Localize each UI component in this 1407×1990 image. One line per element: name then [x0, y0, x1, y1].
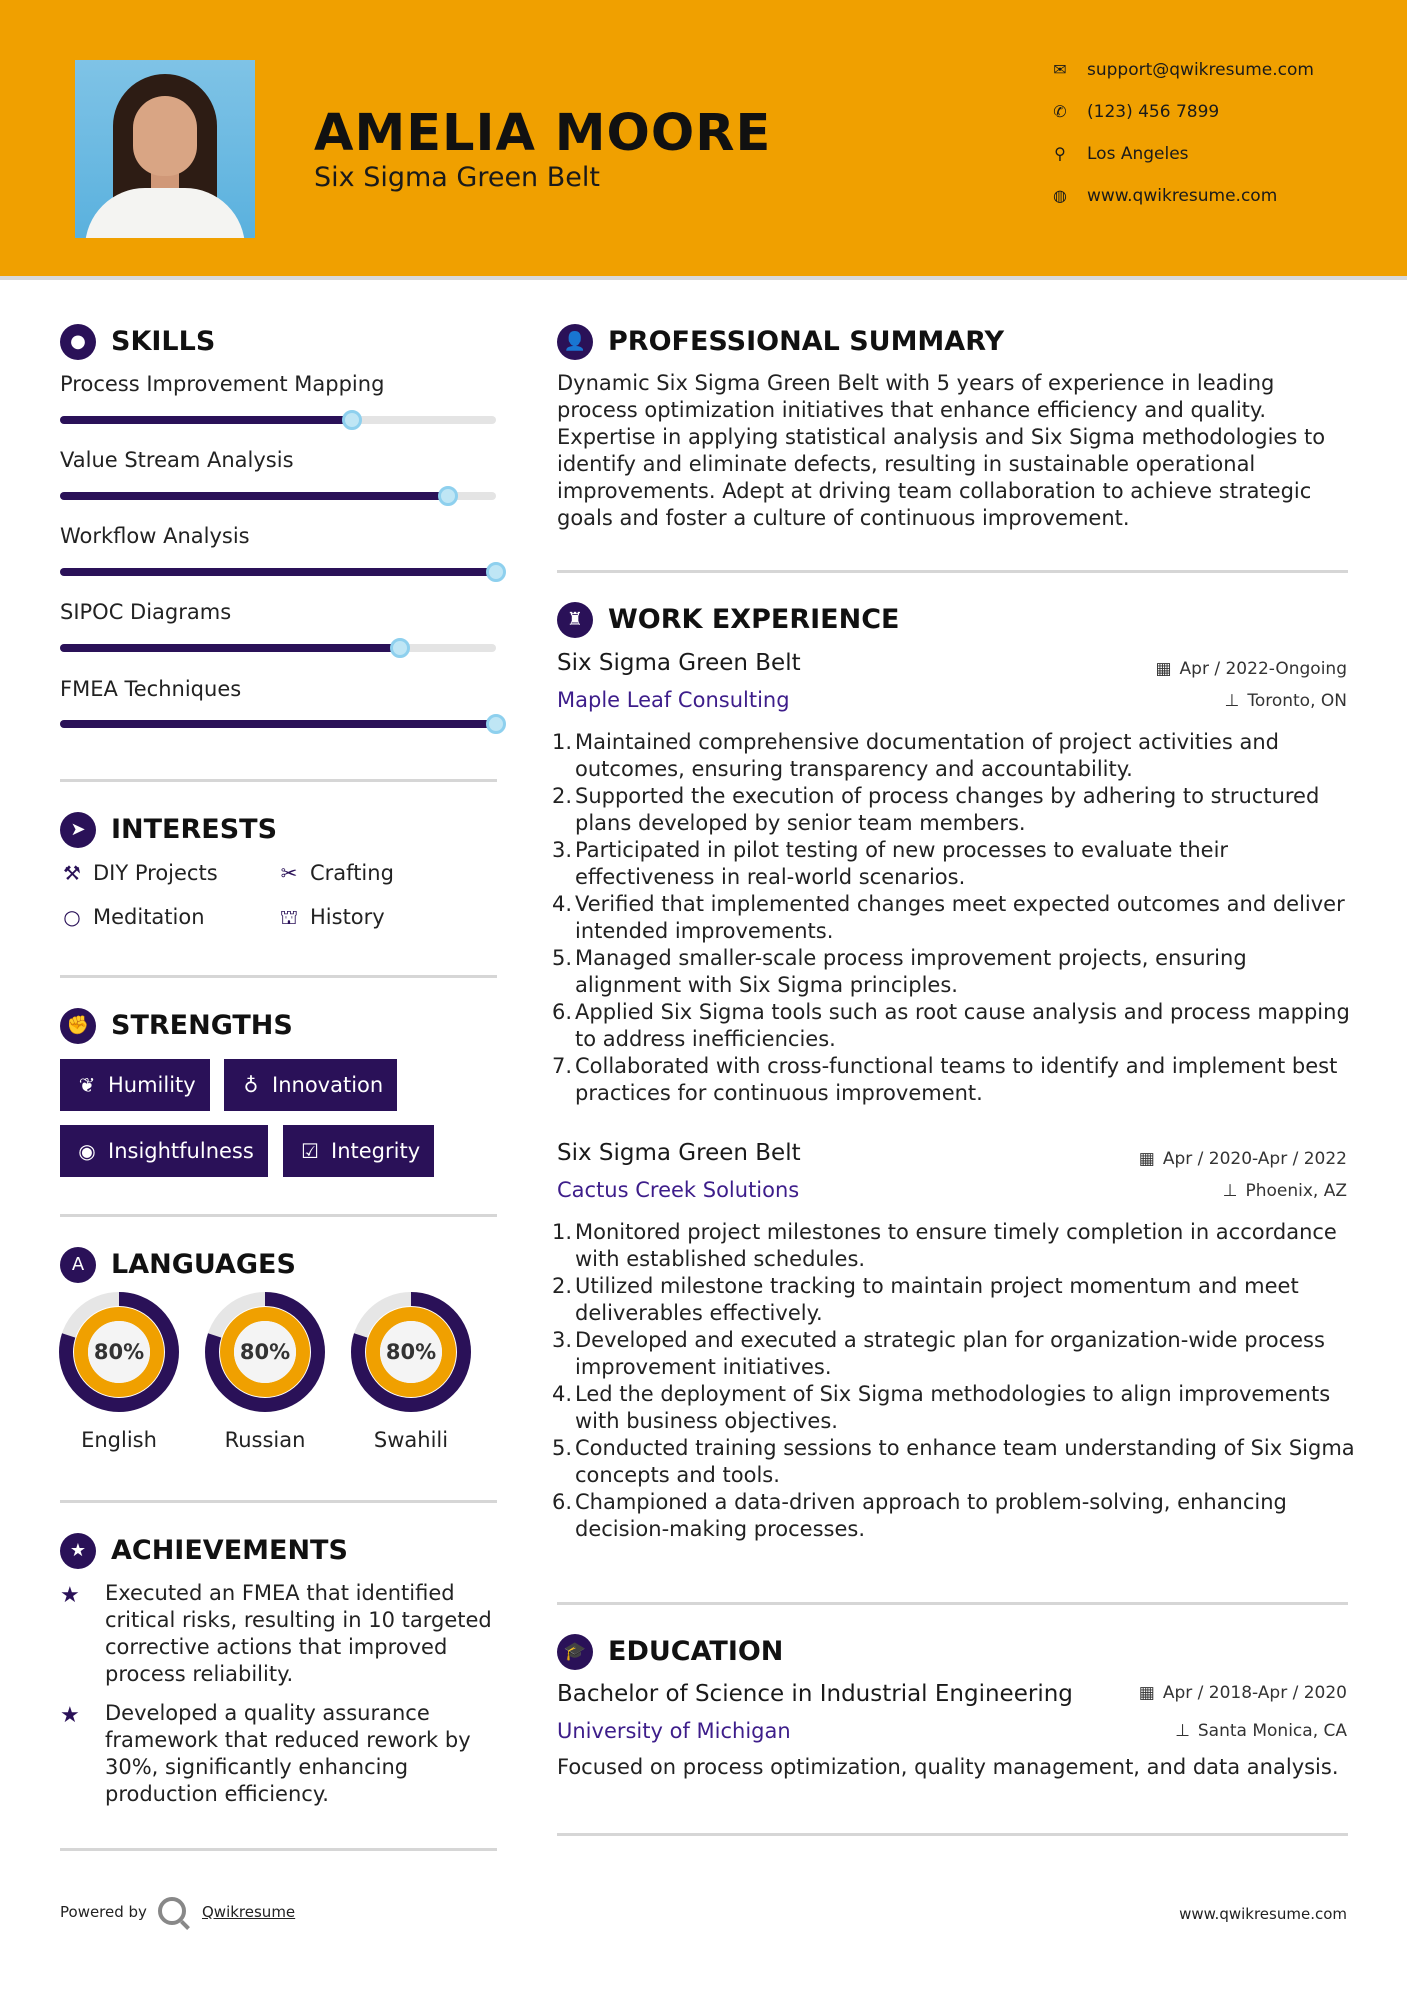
interest-label: Meditation — [93, 905, 205, 929]
interests-heading: INTERESTS — [111, 814, 278, 845]
section-divider — [557, 570, 1348, 573]
pin-icon: ⊥ — [1175, 1721, 1190, 1741]
summary-text: Dynamic Six Sigma Green Belt with 5 years of experience in leading process optimization initiatives that enhance efficiency and quality. Expertise in applying statistical analysis and Six Sigma methodologies to identify and eliminate defects, resulting in sustainable operational improvements. Adept at driving team collaboration to achieve strategic goals and foster a culture of continuous improvement. — [557, 371, 1326, 530]
education-location — [1175, 1721, 1347, 1741]
language-ring — [349, 1290, 473, 1414]
strength-badge — [60, 1125, 268, 1177]
achievement-text: Developed a quality assurance framework that reduced rework by 30%, significantly enhancing production efficiency. — [105, 1701, 471, 1806]
phone-icon: ✆ — [1053, 102, 1067, 121]
job-dates-text: Apr / 2022-Ongoing — [1179, 659, 1347, 679]
education-school: University of Michigan — [557, 1719, 791, 1743]
job-location — [1223, 1181, 1347, 1201]
leaf-icon: ❦ — [78, 1073, 96, 1097]
calendar-icon: ▦ — [1155, 659, 1172, 679]
contact-website-text: www.qwikresume.com — [1087, 186, 1278, 206]
lightbulb-icon: ● — [60, 324, 96, 360]
language-ring — [57, 1290, 181, 1414]
footer-website-link[interactable]: www.qwikresume.com — [1179, 1905, 1347, 1923]
job-bullet: 3. Participated in pilot testing of new processes to evaluate their effectiveness in real-world scenarios. — [552, 838, 1229, 889]
section-divider — [557, 1833, 1348, 1836]
skill-label: Workflow Analysis — [60, 524, 250, 548]
job-title: Six Sigma Green Belt — [557, 1140, 801, 1166]
lightbulb-icon: ♁ — [243, 1073, 259, 1097]
section-divider — [60, 1848, 497, 1851]
section-divider — [60, 1214, 497, 1217]
skill-bar-fill — [60, 644, 400, 652]
contact-phone-text: (123) 456 7899 — [1087, 102, 1220, 122]
map-pin-icon: ⚲ — [1054, 144, 1066, 163]
skill-bar — [60, 416, 496, 424]
job-bullet: 2. Utilized milestone tracking to maintain project momentum and meet deliverables effectively. — [552, 1274, 1299, 1325]
star-icon: ★ — [60, 1583, 80, 1608]
interest-label: Crafting — [310, 861, 394, 885]
qwikresume-logo-icon — [158, 1897, 186, 1925]
education-description: Focused on process optimization, quality management, and data analysis. — [557, 1755, 1339, 1779]
job-bullets — [552, 1219, 1357, 1543]
skill-label: FMEA Techniques — [60, 677, 242, 701]
skill-bar-knob — [486, 714, 506, 734]
job-bullet: 3. Developed and executed a strategic plan for organization-wide process improvement initiatives. — [552, 1328, 1325, 1379]
interest-label: DIY Projects — [93, 861, 218, 885]
office-chair-icon: ♜ — [557, 602, 593, 638]
job-location-text: Toronto, ON — [1247, 691, 1347, 711]
achievement-item — [60, 1700, 500, 1810]
education-location-text: Santa Monica, CA — [1197, 1721, 1347, 1741]
education-degree: Bachelor of Science in Industrial Engineering — [557, 1681, 1073, 1707]
contact-location-text: Los Angeles — [1087, 144, 1189, 164]
skill-bar-fill — [60, 492, 448, 500]
star-badge-icon: ★ — [60, 1533, 96, 1569]
skill-bar-knob — [438, 486, 458, 506]
experience-heading: WORK EXPERIENCE — [608, 604, 900, 635]
strength-badge — [283, 1125, 434, 1177]
strength-badge — [224, 1059, 397, 1111]
language-icon: A — [60, 1247, 96, 1283]
language-name: Russian — [224, 1428, 306, 1452]
strength-badge — [60, 1059, 210, 1111]
skills-heading: SKILLS — [111, 326, 216, 357]
job-bullet: 5. Conducted training sessions to enhance team understanding of Six Sigma concepts and tools. — [552, 1436, 1355, 1487]
section-divider — [557, 1602, 1348, 1605]
circle-icon: ○ — [63, 905, 81, 929]
skill-bar-fill — [60, 416, 352, 424]
language-name: Swahili — [373, 1428, 449, 1452]
language-percent: 80% — [93, 1340, 145, 1364]
job-bullet: 5. Managed smaller-scale process improvement projects, ensuring alignment with Six Sigma principles. — [552, 946, 1247, 997]
education-dates-text: Apr / 2018-Apr / 2020 — [1162, 1683, 1347, 1703]
calendar-icon: ▦ — [1138, 1149, 1155, 1169]
job-bullets — [552, 729, 1357, 1107]
contact-email-text: support@qwikresume.com — [1087, 60, 1314, 80]
job-bullet: 6. Applied Six Sigma tools such as root cause analysis and process mapping to address inefficiencies. — [552, 1000, 1350, 1051]
graduate-icon: 🎓 — [557, 1634, 593, 1670]
candidate-name: AMELIA MOORE — [314, 104, 772, 163]
job-bullet: 7. Collaborated with cross-functional teams to identify and implement best practices for continuous improvement. — [552, 1054, 1338, 1105]
strengths-heading: STRENGTHS — [111, 1010, 293, 1041]
section-divider — [60, 975, 497, 978]
job-company: Maple Leaf Consulting — [557, 688, 790, 712]
strength-label: Insightfulness — [108, 1139, 254, 1163]
section-divider — [60, 1500, 497, 1503]
strength-label: Humility — [108, 1073, 196, 1097]
paper-plane-icon: ➤ — [60, 812, 96, 848]
skill-bar-knob — [390, 638, 410, 658]
job-bullet: 1. Monitored project milestones to ensure timely completion in accordance with established schedules. — [552, 1220, 1337, 1271]
skill-label: Process Improvement Mapping — [60, 372, 385, 396]
achievements-heading: ACHIEVEMENTS — [111, 1535, 348, 1566]
achievement-text: Executed an FMEA that identified critical risks, resulting in 10 targeted corrective actions that improved process reliability. — [105, 1581, 492, 1686]
section-divider — [60, 779, 497, 782]
job-bullet: 2. Supported the execution of process changes by adhering to structured plans developed by senior team members. — [552, 784, 1320, 835]
skill-bar-knob — [342, 410, 362, 430]
candidate-title: Six Sigma Green Belt — [314, 162, 600, 193]
job-bullet: 1. Maintained comprehensive documentation of project activities and outcomes, ensuring transparency and accountability. — [552, 730, 1279, 781]
museum-icon: ⛫ — [279, 905, 299, 929]
job-bullet: 4. Verified that implemented changes meet expected outcomes and deliver intended improvements. — [552, 892, 1345, 943]
job-bullet: 6. Championed a data-driven approach to problem-solving, enhancing decision-making processes. — [552, 1490, 1287, 1541]
calendar-icon: ▦ — [1138, 1683, 1155, 1703]
skill-label: Value Stream Analysis — [60, 448, 294, 472]
achievement-item — [60, 1580, 500, 1690]
skill-bar-fill — [60, 568, 496, 576]
job-dates — [1155, 659, 1347, 679]
scissors-icon: ✂ — [280, 861, 298, 885]
summary-heading: PROFESSIONAL SUMMARY — [608, 326, 1005, 357]
languages-heading: LANGUAGES — [111, 1249, 296, 1280]
job-dates — [1139, 1149, 1347, 1169]
skill-bar — [60, 720, 496, 728]
skill-bar — [60, 644, 496, 652]
user-icon: 👤 — [557, 324, 593, 360]
qwikresume-link[interactable]: Qwikresume — [202, 1903, 296, 1921]
language-percent: 80% — [385, 1340, 437, 1364]
resume-header — [0, 0, 1407, 276]
language-percent: 80% — [239, 1340, 291, 1364]
envelope-icon: ✉ — [1053, 60, 1067, 79]
strength-label: Integrity — [331, 1139, 421, 1163]
job-bullet: 4. Led the deployment of Six Sigma methodologies to align improvements with business objectives. — [552, 1382, 1331, 1433]
interest-label: History — [310, 905, 385, 929]
language-name: English — [81, 1428, 157, 1452]
education-heading: EDUCATION — [608, 1636, 784, 1667]
fist-icon: ✊ — [60, 1008, 96, 1044]
wrench-icon: ⚒ — [63, 861, 81, 885]
job-title: Six Sigma Green Belt — [557, 650, 801, 676]
check-square-icon: ☑ — [301, 1139, 319, 1163]
strength-label: Innovation — [272, 1073, 384, 1097]
eye-icon: ◉ — [78, 1139, 96, 1163]
education-dates — [1139, 1683, 1347, 1703]
skill-label: SIPOC Diagrams — [60, 600, 232, 624]
job-dates-text: Apr / 2020-Apr / 2022 — [1162, 1149, 1347, 1169]
skill-bar-fill — [60, 720, 496, 728]
header-divider — [0, 276, 1407, 280]
profile-photo — [75, 60, 255, 238]
star-icon: ★ — [60, 1703, 80, 1728]
pin-icon: ⊥ — [1224, 691, 1240, 711]
powered-by-text: Powered by — [60, 1903, 147, 1921]
skill-bar — [60, 492, 496, 500]
language-ring — [203, 1290, 327, 1414]
skill-bar — [60, 568, 496, 576]
job-location-text: Phoenix, AZ — [1245, 1181, 1347, 1201]
job-location — [1225, 691, 1347, 711]
pin-icon: ⊥ — [1222, 1181, 1238, 1201]
skill-bar-knob — [486, 562, 506, 582]
job-company: Cactus Creek Solutions — [557, 1178, 800, 1202]
globe-icon: ◍ — [1053, 186, 1067, 205]
